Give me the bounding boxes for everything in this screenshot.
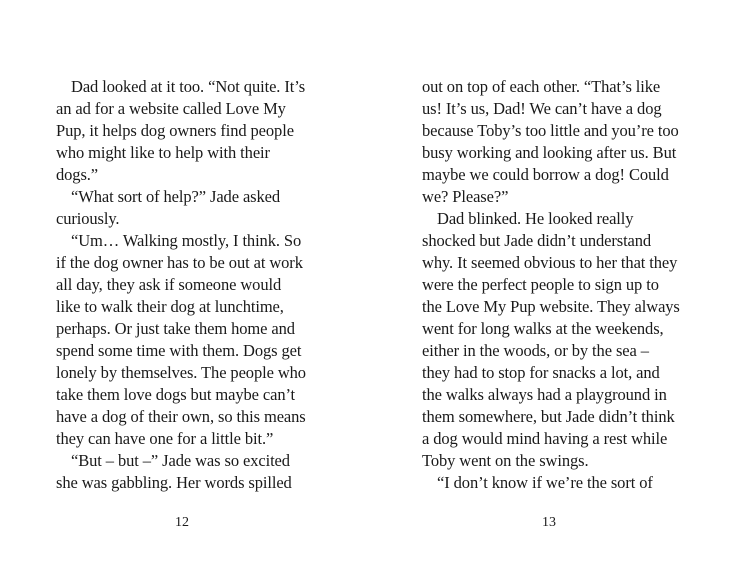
text-line: Dad looked at it too. “Not quite. It’s xyxy=(71,77,306,96)
text-line: if the dog owner has to be out at work xyxy=(56,253,303,272)
right-page xyxy=(366,0,731,561)
text-line: them somewhere, but Jade didn’t think xyxy=(422,407,675,426)
text-line: spend some time with them. Dogs get xyxy=(56,341,302,360)
text-line: Toby went on the swings. xyxy=(422,451,589,470)
text-line: the Love My Pup website. They always xyxy=(422,297,680,316)
text-line: take them love dogs but maybe can’t xyxy=(56,385,296,404)
page-number: 12 xyxy=(175,515,189,530)
text-line: shocked but Jade didn’t understand xyxy=(422,231,652,250)
text-line: dogs.” xyxy=(56,165,99,184)
left-page-text xyxy=(56,76,318,494)
text-line: because Toby’s too little and you’re too xyxy=(422,121,679,140)
text-line: Dad blinked. He looked really xyxy=(437,209,634,228)
text-line: like to walk their dog at lunchtime, xyxy=(56,297,284,316)
text-line: us! It’s us, Dad! We can’t have a dog xyxy=(422,99,662,118)
text-line: all day, they ask if someone would xyxy=(56,275,282,294)
text-line: why. It seemed obvious to her that they xyxy=(422,253,678,272)
text-line: she was gabbling. Her words spilled xyxy=(56,473,292,492)
text-line: they can have one for a little bit.” xyxy=(56,429,274,448)
text-line: went for long walks at the weekends, xyxy=(422,319,664,338)
right-page-text xyxy=(422,76,690,494)
text-line: “What sort of help?” Jade asked xyxy=(71,187,281,206)
text-line: perhaps. Or just take them home and xyxy=(56,319,295,338)
text-line: they had to stop for snacks a lot, and xyxy=(422,363,660,382)
text-line: who might like to help with their xyxy=(56,143,270,162)
text-line: either in the woods, or by the sea – xyxy=(422,341,649,360)
text-line: an ad for a website called Love My xyxy=(56,99,286,118)
text-line: we? Please?” xyxy=(422,187,509,206)
text-line: the walks always had a playground in xyxy=(422,385,667,404)
text-line: “I don’t know if we’re the sort of xyxy=(437,473,653,492)
text-line: curiously. xyxy=(56,209,120,228)
text-line: lonely by themselves. The people who xyxy=(56,363,306,382)
page-number: 13 xyxy=(542,515,556,530)
text-line: have a dog of their own, so this means xyxy=(56,407,306,426)
text-line: Pup, it helps dog owners find people xyxy=(56,121,294,140)
text-line: were the perfect people to sign up to xyxy=(422,275,659,294)
text-line: “Um… Walking mostly, I think. So xyxy=(71,231,302,250)
text-line: a dog would mind having a rest while xyxy=(422,429,668,448)
text-line: out on top of each other. “That’s like xyxy=(422,77,661,96)
text-line: “But – but –” Jade was so excited xyxy=(71,451,290,470)
text-line: maybe we could borrow a dog! Could xyxy=(422,165,669,184)
text-line: busy working and looking after us. But xyxy=(422,143,677,162)
